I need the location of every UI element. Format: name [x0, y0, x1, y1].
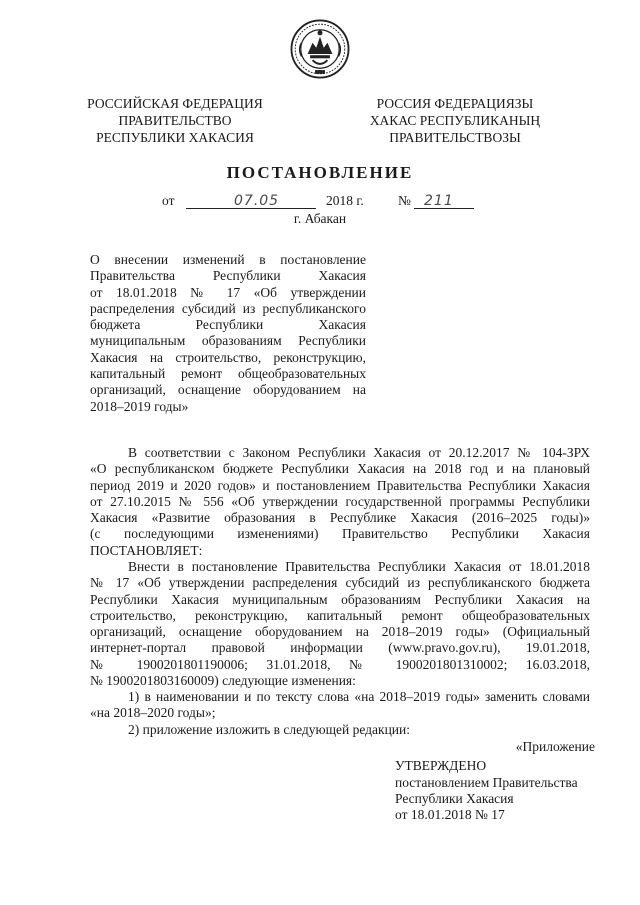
header-line: РОССИЙСКАЯ ФЕДЕРАЦИЯ [87, 96, 263, 111]
subject-line: организаций, оснащение оборудованием на [90, 382, 366, 398]
year-label: 2018 г. [326, 193, 364, 208]
appendix-label: «Приложение [515, 739, 595, 754]
text-line: № 1900201801190006; 31.01.2018, № 1900201801310002; 16.03.2018, [90, 656, 590, 672]
header-line: ХАКАС РЕСПУБЛИКАНЫҢ [369, 113, 541, 128]
from-label: от [162, 193, 175, 208]
approved-label: УТВЕРЖДЕНО [395, 758, 487, 774]
resolves-line: ПОСТАНОВЛЯЕТ: [90, 542, 203, 558]
header-line: ПРАВИТЕЛЬСТВОЗЫ [389, 130, 521, 145]
change-item-1 [90, 689, 590, 722]
text-line: от 27.10.2015 № 556 «Об утверждении государственной программы Республики [90, 493, 590, 509]
approval-line: Республики Хакасия [395, 790, 514, 806]
city: г. Абакан [293, 211, 347, 226]
text-line: Хакасия «Развитие образования в Республике Хакасия (2016–2025 годы)» [90, 510, 590, 526]
header-line: РЕСПУБЛИКИ ХАКАСИЯ [96, 130, 254, 145]
handwritten-number: 211 [424, 193, 454, 209]
text-line: интернет-портал правовой информации (www.pravo.gov.ru), 19.01.2018, [90, 640, 590, 656]
subject-line: Хакасия на строительство, реконструкцию, [90, 349, 366, 365]
text-line: (с последующими изменениями) Правительство Республики Хакасия [90, 526, 590, 542]
decree-subject [90, 252, 366, 415]
handwritten-date: 07.05 [234, 193, 280, 209]
text-line: «О республиканском бюджете Республики Хакасия на 2018 год и на плановый [90, 461, 590, 477]
header-khakas [350, 95, 560, 146]
text-line: период 2019 и 2020 годов» и постановлением Правительства Республики Хакасия [90, 477, 590, 493]
text-line: 2) приложение изложить в следующей редакции: [128, 722, 411, 737]
document-title: ПОСТАНОВЛЕНИЕ [226, 163, 414, 182]
main-paragraph [90, 559, 590, 689]
text-line: Республики Хакасия муниципальным образованиям Республики Хакасия на [90, 591, 590, 607]
text-line: Внести в постановление Правительства Республики Хакасия от 18.01.2018 [128, 559, 590, 574]
text-line: организаций, оснащение оборудованием на 2018–2019 годы» (Официальный [90, 624, 590, 640]
subject-line: бюджета Республики Хакасия [90, 317, 366, 333]
approval-line: от 18.01.2018 № 17 [395, 807, 505, 823]
subject-line: муниципальным образованиям Республики [90, 333, 366, 349]
text-line: «на 2018–2020 годы»; [90, 705, 216, 721]
decree-number-line [162, 191, 482, 213]
text-line: строительство, реконструкцию, капитальный ремонт общеобразовательных [90, 607, 590, 623]
republic-khakassia-coat-of-arms-icon [289, 18, 351, 80]
text-line: № 17 «Об утверждении распределения субсидий из республиканского бюджета [90, 575, 590, 591]
header-russian [70, 95, 280, 146]
number-label: № [398, 193, 411, 208]
text-line: 1) в наименовании и по тексту слова «на 2018–2019 годы» заменить словами [128, 689, 590, 704]
subject-line: Правительства Республики Хакасия [90, 268, 366, 284]
subject-line: от 18.01.2018 № 17 «Об утверждении [90, 284, 366, 300]
preamble-paragraph [90, 445, 590, 559]
text-line: В соответствии с Законом Республики Хакасия от 20.12.2017 № 104-ЗРХ [128, 445, 590, 460]
change-item-2 [90, 722, 590, 738]
header-line: РОССИЯ ФЕДЕРАЦИЯЗЫ [376, 96, 534, 111]
approval-block [395, 739, 595, 823]
subject-line: капитальный ремонт общеобразовательных [90, 366, 366, 382]
subject-line: О внесении изменений в постановление [90, 252, 366, 267]
subject-line: распределения субсидий из республиканского [90, 300, 366, 316]
header-line: ПРАВИТЕЛЬСТВО [118, 113, 232, 128]
text-line: № 1900201803160009) следующие изменения: [90, 673, 356, 689]
approval-line: постановлением Правительства [395, 774, 578, 790]
subject-line: 2018–2019 годы» [90, 398, 189, 414]
